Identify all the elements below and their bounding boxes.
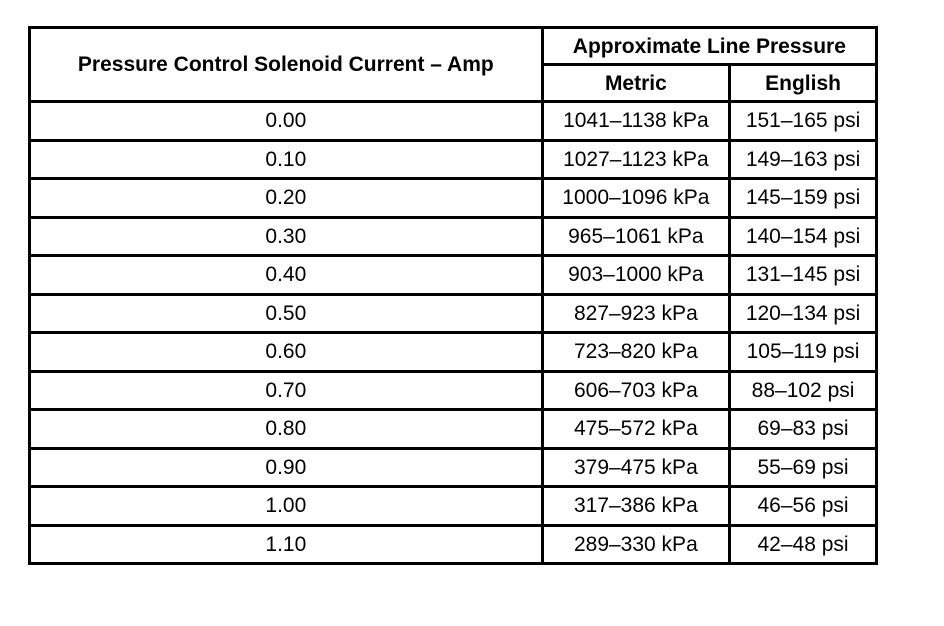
cell-english: 105–119 psi [730,333,877,372]
header-english: English [730,65,877,102]
cell-metric: 903–1000 kPa [542,256,729,295]
cell-metric: 1041–1138 kPa [542,102,729,141]
cell-metric: 827–923 kPa [542,294,729,333]
table-row [30,179,877,218]
cell-metric: 1027–1123 kPa [542,140,729,179]
cell-english: 151–165 psi [730,102,877,141]
header-pressure-group: Approximate Line Pressure [542,28,876,65]
cell-current: 0.40 [30,256,543,295]
table-body [30,102,877,564]
table-row [30,410,877,449]
cell-english: 88–102 psi [730,371,877,410]
cell-english: 140–154 psi [730,217,877,256]
cell-current: 0.70 [30,371,543,410]
table-row [30,140,877,179]
header-current: Pressure Control Solenoid Current – Amp [30,28,543,102]
cell-english: 46–56 psi [730,487,877,526]
cell-english: 149–163 psi [730,140,877,179]
cell-english: 69–83 psi [730,410,877,449]
cell-metric: 606–703 kPa [542,371,729,410]
cell-current: 0.50 [30,294,543,333]
cell-metric: 289–330 kPa [542,525,729,564]
table-row [30,487,877,526]
table-row [30,448,877,487]
cell-current: 0.90 [30,448,543,487]
cell-english: 145–159 psi [730,179,877,218]
table-row [30,333,877,372]
cell-metric: 723–820 kPa [542,333,729,372]
table-header [30,28,877,102]
cell-current: 0.10 [30,140,543,179]
cell-english: 55–69 psi [730,448,877,487]
cell-current: 1.00 [30,487,543,526]
table-row [30,525,877,564]
cell-metric: 965–1061 kPa [542,217,729,256]
cell-current: 0.00 [30,102,543,141]
cell-current: 0.60 [30,333,543,372]
cell-english: 131–145 psi [730,256,877,295]
cell-metric: 379–475 kPa [542,448,729,487]
table-row [30,294,877,333]
cell-metric: 1000–1096 kPa [542,179,729,218]
cell-metric: 475–572 kPa [542,410,729,449]
header-metric: Metric [542,65,729,102]
cell-english: 120–134 psi [730,294,877,333]
cell-metric: 317–386 kPa [542,487,729,526]
table-row [30,371,877,410]
cell-current: 0.30 [30,217,543,256]
header-row-top [30,28,877,65]
cell-current: 1.10 [30,525,543,564]
table-row [30,256,877,295]
pressure-table [28,26,878,565]
table-row [30,102,877,141]
cell-english: 42–48 psi [730,525,877,564]
cell-current: 0.80 [30,410,543,449]
table-row [30,217,877,256]
cell-current: 0.20 [30,179,543,218]
